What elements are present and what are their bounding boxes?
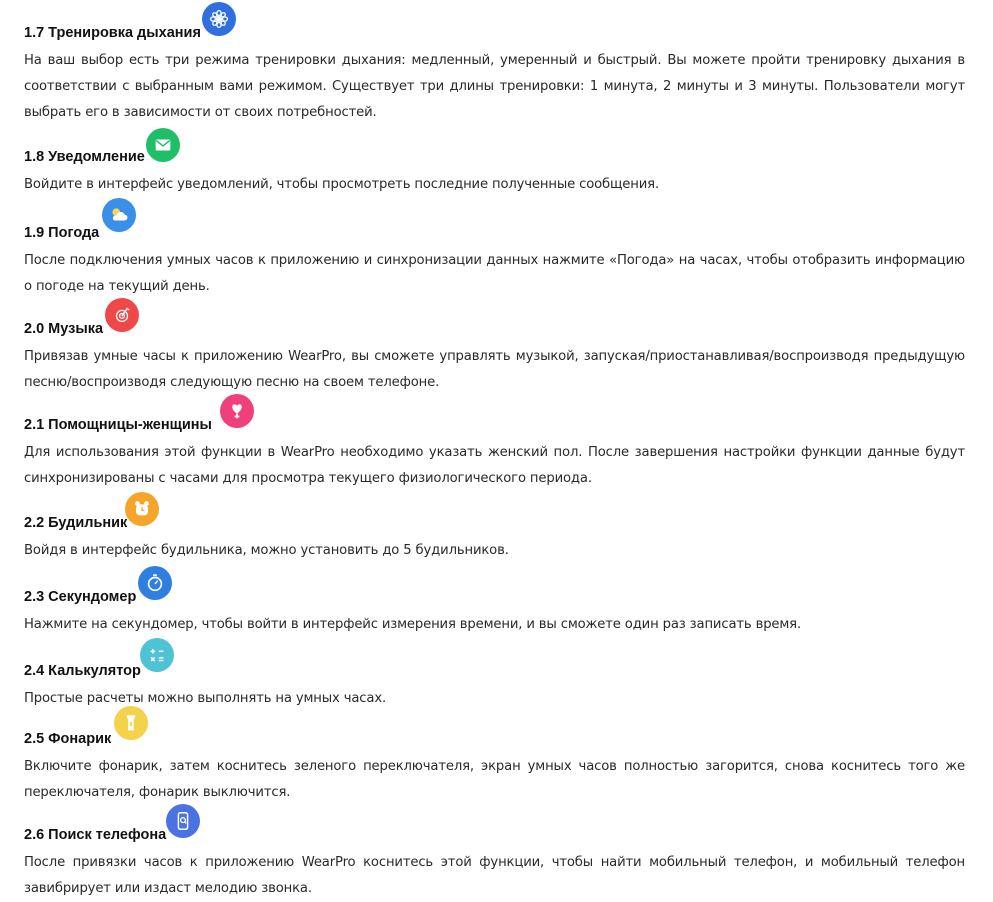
section-text: После подключения умных часов к приложению и синхронизации данных нажмите «Погода» на часах, чтобы отобразить информацию о погоде на текущий день. bbox=[24, 253, 965, 294]
section-music bbox=[24, 318, 965, 396]
section-title: 2.6 Поиск телефона bbox=[24, 827, 167, 843]
section-text: Простые расчеты можно выполнять на умных часах. bbox=[24, 691, 387, 706]
section-title: 2.4 Калькулятор bbox=[24, 663, 141, 679]
section-title: 2.3 Секундомер bbox=[24, 589, 137, 605]
section-heading bbox=[24, 728, 965, 750]
weather-sun-cloud-icon bbox=[102, 198, 136, 232]
section-text: После привязки часов к приложению WearPro коснитесь этой функции, чтобы найти мобильный телефон, и мобильный телефон завибрирует или издаст мелодию звонка. bbox=[24, 855, 965, 896]
section-title: 2.5 Фонарик bbox=[24, 731, 112, 747]
section-breathing-training bbox=[24, 22, 965, 126]
section-find-phone bbox=[24, 824, 965, 902]
section-alarm bbox=[24, 512, 965, 564]
section-flashlight bbox=[24, 728, 965, 806]
section-text: Для использования этой функции в WearPro необходимо указать женский пол. После завершения настройки функции данные будут синхронизированы с часами для просмотра текущего физиологического периода. bbox=[24, 445, 965, 486]
section-text: Войдя в интерфейс будильника, можно установить до 5 будильников. bbox=[24, 543, 509, 558]
section-text: Включите фонарик, затем коснитесь зеленого переключателя, экран умных часов полностью загорится, снова коснитесь того же переключателя, фонарик выключится. bbox=[24, 759, 965, 800]
stopwatch-icon bbox=[138, 566, 172, 600]
section-female-assistant bbox=[24, 414, 965, 492]
section-text: Привязав умные часы к приложению WearPro, вы сможете управлять музыкой, запуская/приостанавливая/воспроизводя предыдущую песню/воспроизводя следующую песню на своем телефоне. bbox=[24, 349, 965, 390]
section-text: Нажмите на секундомер, чтобы войти в интерфейс измерения времени, и вы сможете один раз записать время. bbox=[24, 617, 801, 632]
section-heading bbox=[24, 318, 965, 340]
section-heading bbox=[24, 414, 965, 436]
section-stopwatch bbox=[24, 586, 965, 638]
section-title: 1.9 Погода bbox=[24, 225, 100, 241]
section-heading bbox=[24, 22, 965, 44]
female-heart-icon bbox=[220, 394, 254, 428]
music-note-icon bbox=[105, 298, 139, 332]
section-heading bbox=[24, 222, 965, 244]
section-heading bbox=[24, 586, 965, 608]
section-heading bbox=[24, 660, 965, 682]
flashlight-icon bbox=[114, 706, 148, 740]
alarm-clock-icon bbox=[125, 492, 159, 526]
section-title: 1.8 Уведомление bbox=[24, 149, 145, 165]
section-title: 2.2 Будильник bbox=[24, 515, 128, 531]
calculator-icon bbox=[140, 638, 174, 672]
section-weather bbox=[24, 222, 965, 300]
breathing-flower-icon bbox=[202, 2, 236, 36]
section-text: На ваш выбор есть три режима тренировки дыхания: медленный, умеренный и быстрый. Вы можете пройти тренировку дыхания в соответствии с выбранным вами режимом. Существует три длины тренировки: 1 минута, 2 минуты и 3 минуты. Пользователи могут выбрать его в зависимости от своих потребностей. bbox=[24, 53, 965, 120]
section-title: 2.1 Помощницы-женщины bbox=[24, 417, 212, 433]
section-title: 2.0 Музыка bbox=[24, 321, 104, 337]
section-heading bbox=[24, 146, 965, 168]
section-notification bbox=[24, 146, 965, 198]
section-heading bbox=[24, 824, 965, 846]
section-calculator bbox=[24, 660, 965, 712]
section-heading bbox=[24, 512, 965, 534]
find-phone-icon bbox=[166, 804, 200, 838]
message-envelope-icon bbox=[146, 128, 180, 162]
section-title: 1.7 Тренировка дыхания bbox=[24, 25, 201, 41]
section-text: Войдите в интерфейс уведомлений, чтобы просмотреть последние полученные сообщения. bbox=[24, 177, 659, 192]
